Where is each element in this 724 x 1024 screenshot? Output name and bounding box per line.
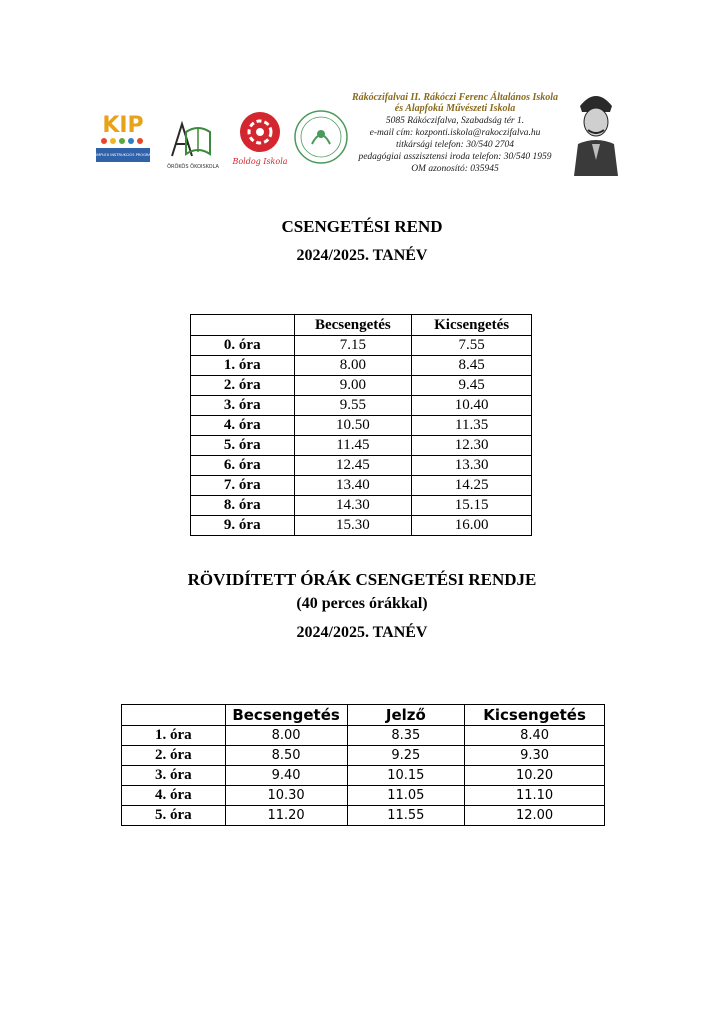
table-row — [191, 456, 532, 476]
assistant-phone: pedagógiai asszisztensi iroda telefon: 30/540 1959 — [358, 152, 552, 162]
time-cell: 8.45 — [412, 356, 532, 376]
lesson-label: 8. óra — [191, 496, 295, 516]
school-email: e-mail cím: kozponti.iskola@rakoczifalva.hu — [369, 128, 541, 138]
section2-year: 2024/2025. TANÉV — [296, 624, 428, 641]
table-row — [191, 496, 532, 516]
table-row — [191, 356, 532, 376]
table-row — [122, 806, 605, 826]
time-cell: 14.30 — [294, 496, 412, 516]
section1-year: 2024/2025. TANÉV — [296, 247, 428, 264]
time-cell: 11.05 — [347, 786, 465, 806]
lesson-label: 2. óra — [122, 746, 226, 766]
time-cell: 9.25 — [347, 746, 465, 766]
lesson-label: 3. óra — [122, 766, 226, 786]
lesson-label: 5. óra — [122, 806, 226, 826]
secretary-phone: titkársági telefon: 30/540 2704 — [396, 140, 514, 150]
time-cell: 11.10 — [465, 786, 605, 806]
time-cell: 14.25 — [412, 476, 532, 496]
time-cell: 15.30 — [294, 516, 412, 536]
table-row — [191, 376, 532, 396]
kip-logo-icon — [92, 108, 154, 166]
time-cell: 10.15 — [347, 766, 465, 786]
okoiskola-caption: ÖRÖKÖS ÖKOISKOLA — [167, 164, 219, 170]
time-cell: 9.55 — [294, 396, 412, 416]
boldog-caption: Boldog Iskola — [232, 157, 288, 166]
column-header: Kicsengetés — [465, 705, 605, 726]
time-cell: 13.30 — [412, 456, 532, 476]
boldog-iskola-logo-icon — [230, 108, 290, 170]
lesson-label: 5. óra — [191, 436, 295, 456]
table-row — [191, 516, 532, 536]
table-row — [191, 436, 532, 456]
okoiskola-logo-icon — [162, 118, 224, 172]
time-cell: 11.55 — [347, 806, 465, 826]
time-cell: 9.40 — [225, 766, 347, 786]
column-header: Becsengetés — [225, 705, 347, 726]
time-cell: 11.35 — [412, 416, 532, 436]
lesson-label: 6. óra — [191, 456, 295, 476]
time-cell: 8.50 — [225, 746, 347, 766]
time-cell: 10.30 — [225, 786, 347, 806]
table-row — [191, 416, 532, 436]
lesson-label: 9. óra — [191, 516, 295, 536]
time-cell: 12.30 — [412, 436, 532, 456]
time-cell: 13.40 — [294, 476, 412, 496]
time-cell: 9.00 — [294, 376, 412, 396]
school-name-line1: Rákóczifalvai II. Rákóczi Ferenc Általános Iskola — [351, 92, 559, 103]
lesson-label: 4. óra — [191, 416, 295, 436]
section1-title: CSENGETÉSI REND — [281, 217, 443, 236]
column-header — [191, 315, 295, 336]
time-cell: 7.15 — [294, 336, 412, 356]
lesson-label: 1. óra — [122, 726, 226, 746]
table-header-row — [191, 315, 532, 336]
time-cell: 12.45 — [294, 456, 412, 476]
time-cell: 10.40 — [412, 396, 532, 416]
table-row — [122, 746, 605, 766]
column-header: Becsengetés — [294, 315, 412, 336]
table-row — [191, 476, 532, 496]
table-row — [122, 766, 605, 786]
school-address: 5085 Rákóczifalva, Szabadság tér 1. — [385, 116, 525, 126]
time-cell: 8.40 — [465, 726, 605, 746]
time-cell: 11.20 — [225, 806, 347, 826]
om-id: OM azonosító: 035945 — [411, 164, 499, 174]
rakoczi-portrait-icon — [566, 86, 626, 176]
lesson-label: 2. óra — [191, 376, 295, 396]
short-lesson-schedule-table — [121, 704, 605, 826]
table-row — [191, 396, 532, 416]
school-name-line2: és Alapfokú Művészeti Iskola — [394, 103, 516, 114]
section2-title: RÖVIDÍTETT ÓRÁK CSENGETÉSI RENDJE — [187, 570, 537, 589]
table-row — [191, 336, 532, 356]
lesson-label: 3. óra — [191, 396, 295, 416]
lesson-label: 0. óra — [191, 336, 295, 356]
time-cell: 9.45 — [412, 376, 532, 396]
time-cell: 8.35 — [347, 726, 465, 746]
time-cell: 8.00 — [294, 356, 412, 376]
time-cell: 11.45 — [294, 436, 412, 456]
kip-caption: KOMPLEX INSTRUKCIÓS PROGRAM — [92, 153, 154, 157]
table-header-row — [122, 705, 605, 726]
time-cell: 9.30 — [465, 746, 605, 766]
column-header: Kicsengetés — [412, 315, 532, 336]
time-cell: 8.00 — [225, 726, 347, 746]
bell-schedule-table — [190, 314, 532, 536]
time-cell: 10.20 — [465, 766, 605, 786]
kip-letters: KIP — [102, 113, 144, 138]
column-header — [122, 705, 226, 726]
table-row — [122, 726, 605, 746]
time-cell: 7.55 — [412, 336, 532, 356]
time-cell: 12.00 — [465, 806, 605, 826]
lesson-label: 7. óra — [191, 476, 295, 496]
table-row — [122, 786, 605, 806]
school-contact-info — [340, 92, 570, 175]
lesson-label: 4. óra — [122, 786, 226, 806]
section2-subtitle: (40 perces órákkal) — [296, 595, 428, 612]
letterhead — [0, 0, 724, 200]
column-header: Jelző — [347, 705, 465, 726]
lesson-label: 1. óra — [191, 356, 295, 376]
time-cell: 15.15 — [412, 496, 532, 516]
time-cell: 16.00 — [412, 516, 532, 536]
time-cell: 10.50 — [294, 416, 412, 436]
